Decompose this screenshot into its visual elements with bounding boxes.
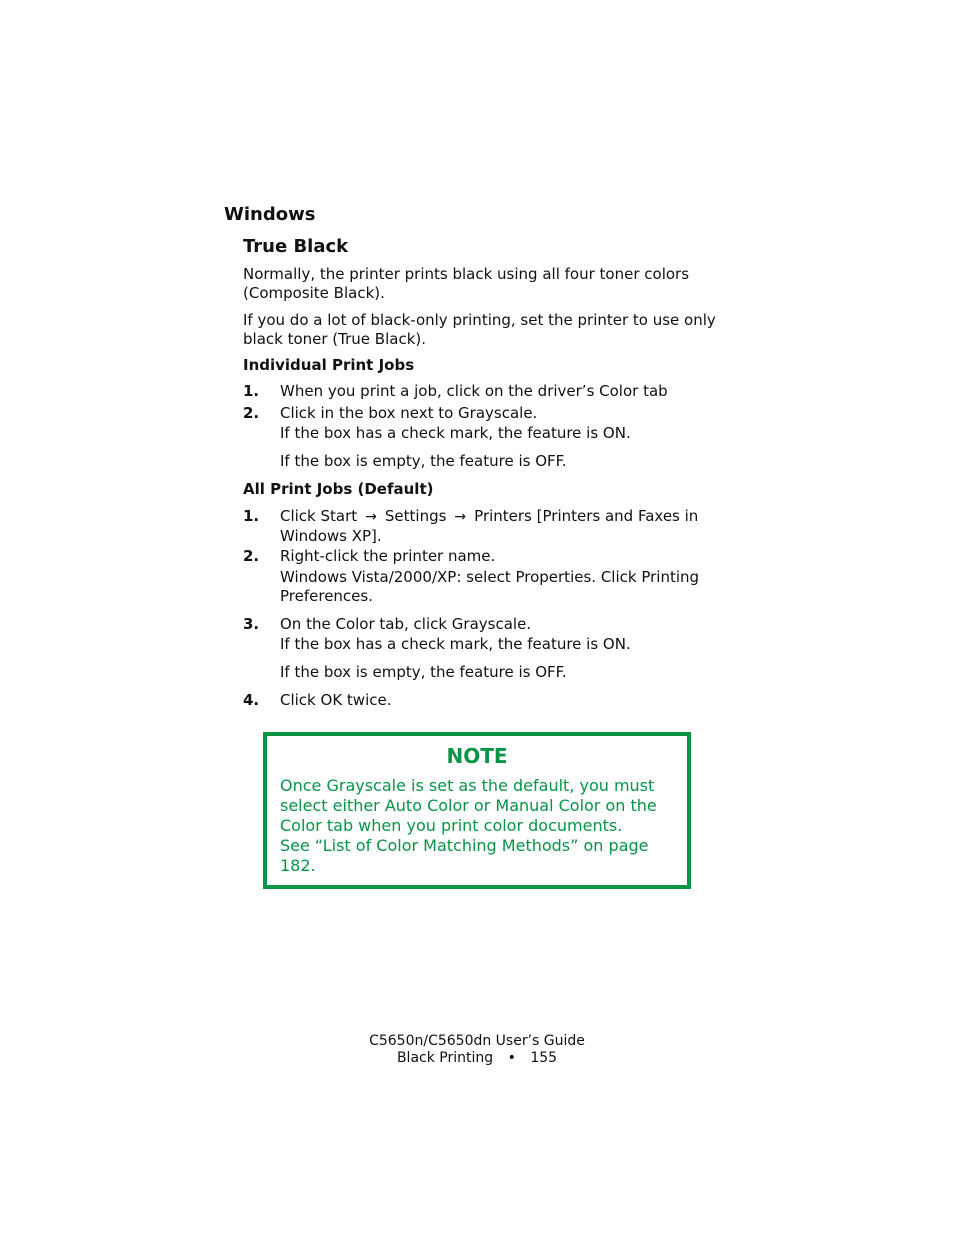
step-number: 3. [243, 615, 260, 633]
step-number: 2. [243, 404, 260, 422]
individual-jobs-heading: Individual Print Jobs [243, 356, 415, 374]
footer-section: Black Printing [396, 1050, 494, 1066]
step-text: On the Color tab, click Grayscale. [280, 615, 532, 633]
all-jobs-heading: All Print Jobs (Default) [243, 480, 434, 498]
bullet-icon: • [507, 1050, 516, 1066]
step-number: 4. [243, 691, 260, 709]
step-text-part: Printers [Printers and Faxes in Windows XP]. [280, 507, 699, 545]
note-box [263, 732, 691, 889]
step-subline: If the box is empty, the feature is OFF. [280, 663, 567, 681]
note-link-text[interactable]: See “List of Color Matching Methods” on page 182. [280, 836, 649, 875]
step-number: 2. [243, 547, 260, 565]
step-subline: If the box has a check mark, the feature is ON. [280, 424, 631, 442]
step-number: 1. [243, 507, 260, 525]
page-number: 155 [530, 1050, 558, 1066]
footer-page-info [0, 1050, 954, 1066]
step-subline: If the box is empty, the feature is OFF. [280, 452, 567, 470]
arrow-icon: → [365, 509, 377, 525]
section-title: Windows [224, 204, 316, 225]
step-subline: Windows Vista/2000/XP: select Properties. Click Printing Preferences. [280, 568, 700, 605]
note-title: NOTE [446, 744, 508, 768]
note-text: Once Grayscale is set as the default, you must select either Auto Color or Manual Color on the Color tab when you print color documents. [280, 776, 657, 835]
step-text: Right-click the printer name. [280, 547, 496, 565]
step-text: Click OK twice. [280, 691, 392, 709]
step-text [280, 507, 735, 546]
footer-guide-title: C5650n/C5650dn User’s Guide [369, 1033, 585, 1049]
step-number: 1. [243, 382, 260, 400]
arrow-icon: → [454, 509, 467, 525]
step-text: Click in the box next to Grayscale. [280, 404, 538, 422]
subsection-title: True Black [243, 236, 349, 257]
step-text: When you print a job, click on the driver’s Color tab [280, 382, 668, 400]
intro-paragraph: Normally, the printer prints black using all four toner colors (Composite Black). [243, 265, 690, 302]
intro-paragraph: If you do a lot of black-only printing, set the printer to use only black toner (True Black). [243, 311, 716, 348]
step-text-part: Settings [384, 507, 447, 525]
step-subline: If the box has a check mark, the feature is ON. [280, 635, 631, 653]
step-text-part: Click Start [280, 507, 358, 525]
